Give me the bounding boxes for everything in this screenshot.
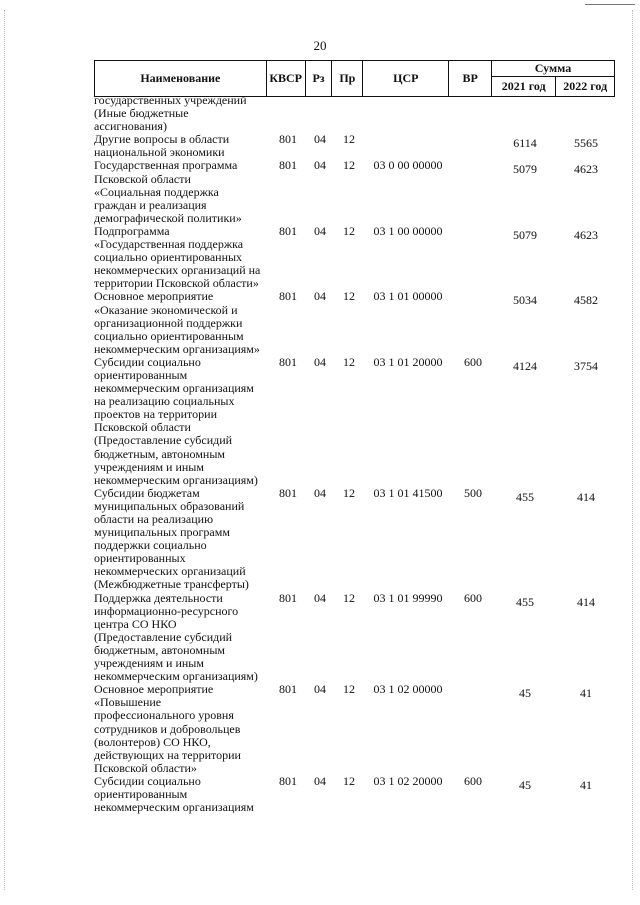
row-rz: 04 (314, 354, 326, 369)
row-pr: 12 (343, 158, 355, 173)
row-name (94, 592, 266, 684)
row-csr: 03 1 01 99990 (373, 590, 443, 605)
row-name-line: проектов на территории (94, 407, 217, 422)
row-csr: 03 1 01 20000 (373, 354, 443, 369)
row-vr: 500 (464, 485, 482, 500)
row-name (94, 356, 266, 487)
row-rz: 04 (314, 773, 326, 788)
row-name-line: организационной поддержки (94, 315, 243, 330)
row-sum-2021: 455 (516, 489, 534, 504)
row-name-line: социально ориентированным (94, 328, 244, 343)
row-name-line: ориентированным (94, 367, 188, 382)
row-rz: 04 (314, 682, 326, 697)
row-kvsr: 801 (279, 158, 297, 173)
row-name-line: (Иные бюджетные (94, 106, 189, 121)
row-name-line: (волонтеров) СО НКО, (94, 734, 211, 749)
row-name-line: поддержки социально (94, 538, 207, 553)
row-name-line: центра СО НКО (94, 616, 177, 631)
row-name-line: бюджетным, автономным (94, 446, 225, 461)
header-rz: Рз (305, 61, 332, 97)
row-name (94, 159, 266, 224)
row-name-line: «Социальная поддержка (94, 184, 219, 199)
row-name-line: муниципальных программ (94, 525, 230, 540)
row-sum-2021: 5079 (513, 227, 537, 242)
row-name-line: Поддержка деятельности (94, 590, 223, 605)
row-kvsr: 801 (279, 289, 297, 304)
row-sum-2021: 5079 (513, 162, 537, 177)
row-name-line: «Государственная поддержка (94, 237, 244, 252)
row-name-line: «Повышение (94, 695, 162, 710)
row-sum-2021 (493, 94, 557, 98)
table-row (94, 592, 615, 684)
row-pr: 12 (343, 132, 355, 147)
row-name-line: ассигнования) (94, 119, 167, 134)
table-row (94, 775, 615, 814)
row-name-line: Субсидии социально (94, 773, 201, 788)
row-csr: 03 1 00 00000 (373, 223, 443, 238)
row-name-line: Подпрограмма (94, 223, 170, 238)
row-name-line: некоммерческих организаций (94, 564, 246, 579)
scan-top-mark (585, 4, 635, 5)
table-header (94, 60, 615, 97)
row-name-line: сотрудников и добровольцев (94, 721, 241, 736)
row-kvsr: 801 (279, 354, 297, 369)
scan-edge-left (4, 10, 6, 890)
row-name-line: некоммерческим организациям (94, 800, 254, 815)
row-name-line: Псковской области (94, 420, 191, 435)
row-csr: 03 1 01 00000 (373, 289, 443, 304)
row-name-line: Субсидии социально (94, 354, 201, 369)
table-row (94, 159, 615, 224)
row-name-line: демографической политики» (94, 210, 242, 225)
row-kvsr: 801 (279, 773, 297, 788)
row-sum-2022: 4582 (574, 293, 598, 308)
row-sum-2022: 4623 (574, 227, 598, 242)
row-sum-2022: 41 (580, 777, 592, 792)
table-row (94, 683, 615, 775)
row-kvsr: 801 (279, 485, 297, 500)
row-name (94, 487, 266, 592)
row-sum-2021: 6114 (513, 136, 537, 151)
row-sum-2021: 45 (519, 686, 531, 701)
row-rz: 04 (314, 158, 326, 173)
row-csr: 03 1 02 20000 (373, 773, 443, 788)
row-name-line: Субсидии бюджетам (94, 485, 200, 500)
row-name-line: ориентированных (94, 551, 186, 566)
row-sum-2022: 5565 (574, 136, 598, 151)
row-sum-2022: 414 (577, 594, 595, 609)
row-name-line: территории Псковской области» (94, 276, 259, 291)
row-name-line: муниципальных образований (94, 498, 245, 513)
header-vr: ВР (449, 61, 492, 97)
row-name-line: ориентированным (94, 786, 188, 801)
row-csr: 03 1 01 41500 (373, 485, 443, 500)
row-rz: 04 (314, 485, 326, 500)
row-pr: 12 (343, 485, 355, 500)
row-name-line: действующих на территории (94, 747, 241, 762)
header-csr: ЦСР (363, 61, 449, 97)
row-name-line: Основное мероприятие (94, 289, 214, 304)
row-csr: 03 0 00 00000 (373, 158, 443, 173)
row-sum-2022: 41 (580, 686, 592, 701)
row-pr: 12 (343, 354, 355, 369)
row-sum-2021: 4124 (513, 358, 537, 373)
row-sum-2022 (557, 94, 615, 98)
row-name-line: национальной экономики (94, 145, 225, 160)
row-name-line: области на реализацию (94, 512, 214, 526)
row-pr: 12 (343, 682, 355, 697)
row-name-line: Другие вопросы в области (94, 132, 230, 147)
header-name: Наименование (95, 61, 267, 97)
row-name-line: государственных учреждений (94, 93, 247, 107)
row-csr: 03 1 02 00000 (373, 682, 443, 697)
row-name-line: «Оказание экономической и (94, 302, 238, 317)
row-sum-2021: 45 (519, 777, 531, 792)
row-vr: 600 (464, 773, 482, 788)
row-name-line: некоммерческим организациям (94, 381, 254, 396)
table-row (94, 487, 615, 592)
row-name-line: учреждениям и иным (94, 656, 204, 671)
row-rz: 04 (314, 132, 326, 147)
row-name-line: информационно-ресурсного (94, 603, 239, 618)
row-sum-2022: 3754 (574, 358, 598, 373)
row-kvsr: 801 (279, 590, 297, 605)
row-rz: 04 (314, 590, 326, 605)
row-sum-2021: 5034 (513, 293, 537, 308)
row-name-line: граждан и реализация (94, 197, 207, 212)
row-name-line: профессионального уровня (94, 708, 234, 723)
header-year-2021: 2021 год (491, 77, 555, 97)
row-name (94, 775, 266, 814)
row-pr: 12 (343, 590, 355, 605)
row-rz: 04 (314, 289, 326, 304)
scan-edge-right (632, 10, 634, 890)
row-pr: 12 (343, 223, 355, 238)
row-rz: 04 (314, 223, 326, 238)
row-pr: 12 (343, 773, 355, 788)
row-name-line: (Предоставление субсидий (94, 433, 233, 448)
row-kvsr: 801 (279, 223, 297, 238)
row-kvsr: 801 (279, 132, 297, 147)
row-name-line: (Межбюджетные трансферты) (94, 577, 249, 592)
row-name (94, 683, 266, 775)
row-name-line: некоммерческим организациям) (94, 669, 258, 684)
row-name-line: бюджетным, автономным (94, 642, 225, 657)
row-name-line: Псковской области (94, 171, 191, 186)
row-name-line: на реализацию социальных (94, 394, 235, 409)
row-name-line: социально ориентированных (94, 250, 243, 265)
row-name-line: некоммерческих организаций на (94, 263, 261, 278)
row-vr: 600 (464, 590, 482, 605)
row-name-line: Основное мероприятие (94, 682, 214, 697)
row-name (94, 225, 266, 290)
header-sum: Сумма (491, 61, 614, 77)
row-name-line: (Предоставление субсидий (94, 629, 233, 644)
row-name-line: Государственная программа (94, 158, 238, 173)
row-name (94, 290, 266, 355)
row-name-line: некоммерческим организациям) (94, 472, 258, 487)
table-row (94, 356, 615, 487)
page-number: 20 (313, 38, 327, 53)
header-kvsr: КВСР (266, 61, 305, 97)
row-name-line: некоммерческим организациям» (94, 341, 260, 356)
table-row (94, 94, 615, 133)
table-row (94, 290, 615, 355)
row-sum-2021: 455 (516, 594, 534, 609)
row-name (94, 133, 266, 159)
row-name (94, 94, 266, 133)
table-row (94, 225, 615, 290)
row-sum-2022: 414 (577, 489, 595, 504)
table-body (94, 94, 615, 814)
row-vr: 600 (464, 354, 482, 369)
row-name-line: Псковской области» (94, 760, 197, 775)
row-name-line: учреждениям и иным (94, 459, 204, 474)
row-kvsr: 801 (279, 682, 297, 697)
row-sum-2022: 4623 (574, 162, 598, 177)
row-pr: 12 (343, 289, 355, 304)
table-row (94, 133, 615, 159)
header-year-2022: 2022 год (556, 77, 615, 97)
header-pr: Пр (332, 61, 363, 97)
